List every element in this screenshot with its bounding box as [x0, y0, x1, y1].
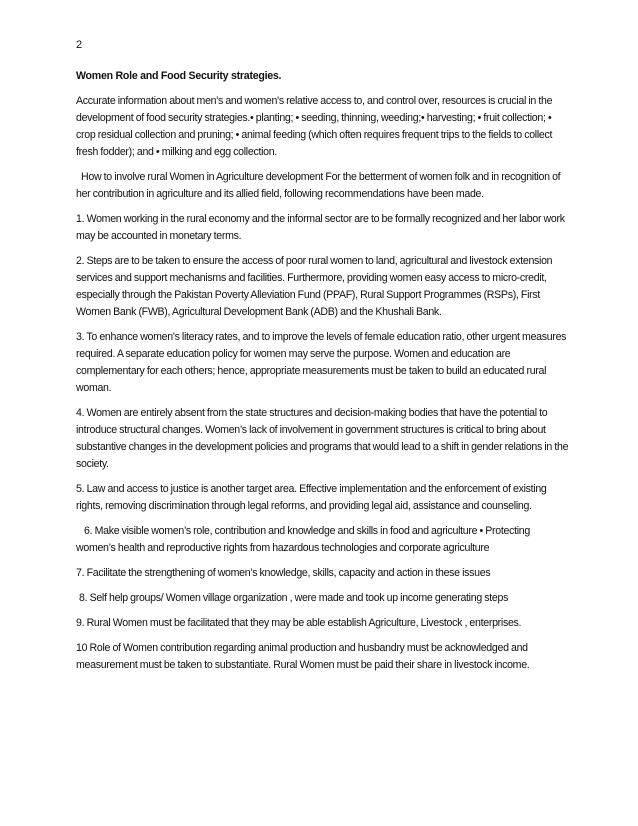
- paragraph-how-to-involve: How to involve rural Women in Agriculture development For the betterment of women folk and in recognition of her contribution in agriculture and its allied field, following recommendations have been made.: [76, 171, 561, 200]
- paragraph-recommendation-4: 4. Women are entirely absent from the state structures and decision-making bodies that have the potential to introduce structural changes. Women’s lack of involvement in government structures is critical to bring about substantive changes in the development policies and programs that would lead to a shift in gender relations in the society.: [76, 407, 569, 470]
- page-number: 2: [76, 39, 83, 51]
- paragraph-recommendation-2: 2. Steps are to be taken to ensure the access of poor rural women to land, agricultural and livestock extension services and support mechanisms and facilities. Furthermore, providing women easy access to micro-credit, especially through the Pakistan Poverty Alleviation Fund (PPAF), Rural Support Programmes (RSPs), First Women Bank (FWB), Agricultural Development Bank (ADB) and the Khushali Bank.: [76, 255, 553, 318]
- paragraph-recommendation-7: 7. Facilitate the strengthening of women’s knowledge, skills, capacity and action in these issues: [76, 567, 491, 579]
- document-page: [76, 38, 570, 682]
- paragraph-recommendation-1: 1. Women working in the rural economy and the informal sector are to be formally recognized and her labor work may be accounted in monetary terms.: [76, 213, 565, 242]
- section-heading: Women Role and Food Security strategies.: [76, 70, 282, 82]
- paragraph-recommendation-6: 6. Make visible women’s role, contribution and knowledge and skills in food and agriculture • Protecting women’s health and reproductive rights from hazardous technologies and corporate agriculture: [76, 525, 530, 554]
- paragraph-recommendation-5: 5. Law and access to justice is another target area. Effective implementation and the enforcement of existing rights, removing discrimination through legal reforms, and providing legal aid, assistance and counseling.: [76, 483, 547, 512]
- paragraph-recommendation-9: 9. Rural Women must be facilitated that they may be able establish Agriculture, Livestock , enterprises.: [76, 617, 522, 629]
- paragraph-recommendation-10: 10 Role of Women contribution regarding animal production and husbandry must be acknowledged and measurement must be taken to substantiate. Rural Women must be paid their share in livestock income.: [76, 642, 530, 671]
- paragraph-intro: Accurate information about men's and women's relative access to, and control over, resources is crucial in the development of food security strategies.• planting; • seeding, thinning, weeding;• harvesting; • fruit collection; • crop residual collection and pruning; • animal feeding (which often requires frequent trips to the fields to collect fresh fodder); and • milking and egg collection.: [76, 95, 553, 158]
- paragraph-recommendation-8: 8. Self help groups/ Women village organization , were made and took up income generating steps: [79, 592, 509, 604]
- paragraph-recommendation-3: 3. To enhance women's literacy rates, and to improve the levels of female education ratio, other urgent measures required. A separate education policy for women may serve the purpose. Women and education are complementary for each others; hence, appropriate measurements must be taken to build an educated rural woman.: [76, 331, 567, 394]
